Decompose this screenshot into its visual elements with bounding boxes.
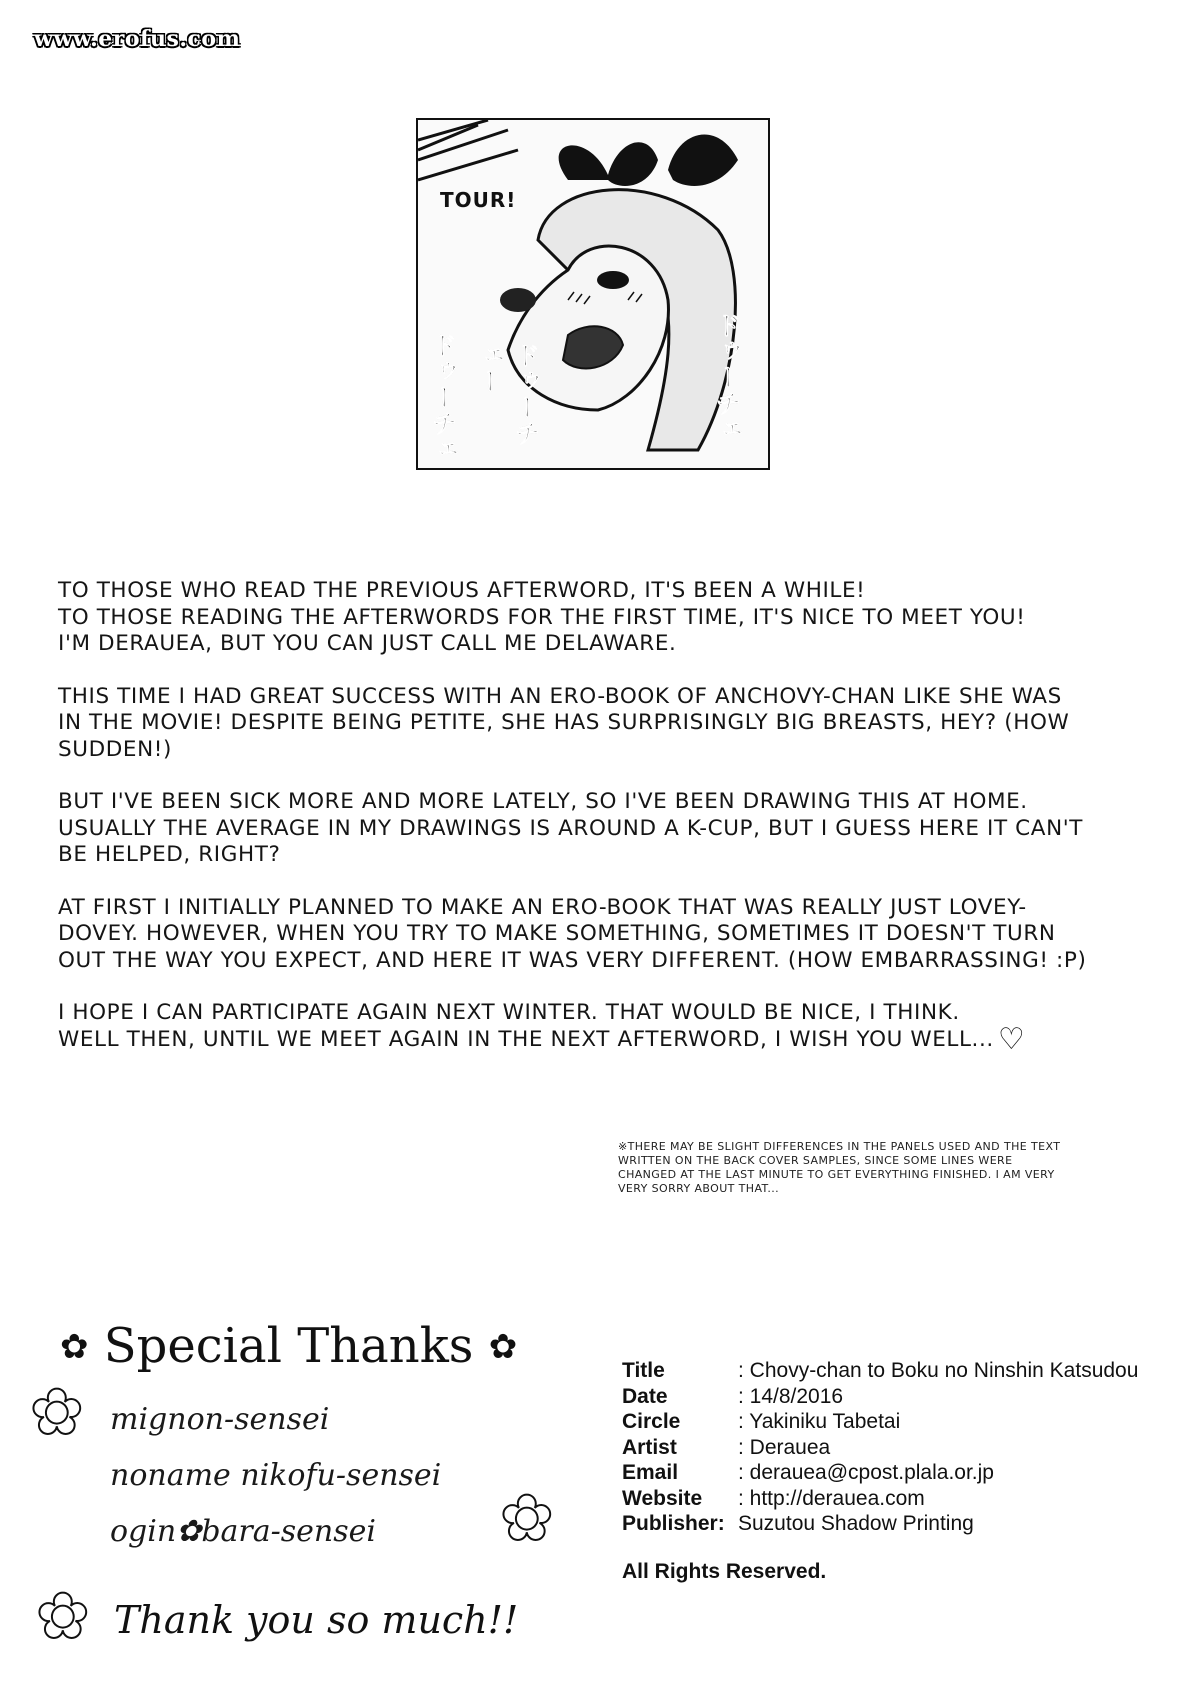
afterword-paragraph: BUT I'VE BEEN SICK MORE AND MORE LATELY, SO I'VE BEEN DRAWING THIS AT HOME. USUALLY THE AVERAGE IN MY DRAWINGS IS AROUND A K-CUP, BUT I GUESS HERE IT CAN'T BE HELPED, RIGHT? xyxy=(58,789,1083,867)
sound-effect: ドゥーチェ xyxy=(711,312,741,442)
flower-icon: ✿ xyxy=(488,1327,518,1367)
colophon-value: : http://derauea.com xyxy=(738,1486,925,1510)
flower-icon: ✿ xyxy=(60,1327,89,1367)
special-thanks-title xyxy=(60,1318,517,1374)
colophon-label: Date xyxy=(622,1384,668,1408)
watermark: www.erofus.com xyxy=(34,26,241,52)
afterword-paragraph: THIS TIME I HAD GREAT SUCCESS WITH AN ERO-BOOK OF ANCHOVY-CHAN LIKE SHE WAS IN THE MOVIE! DESPITE BEING PETITE, SHE HAS SURPRISINGLY BIG BREASTS, HEY? (HOW SUDDEN!) xyxy=(58,683,1070,762)
special-thanks-label: Special Thanks xyxy=(103,1318,474,1374)
colophon-value: : 14/8/2016 xyxy=(738,1384,844,1408)
afterword-closing: I HOPE I CAN PARTICIPATE AGAIN NEXT WINTER. THAT WOULD BE NICE, I THINK. WELL THEN, UNTIL WE MEET AGAIN IN THE NEXT AFTERWORD, I WISH YOU WELL... xyxy=(58,1000,994,1052)
colophon-row xyxy=(622,1384,1138,1410)
thanks-name: noname nikofu-sensei xyxy=(110,1458,442,1493)
thanks-name: mignon-sensei xyxy=(110,1402,330,1437)
afterword-text xyxy=(58,578,1158,1079)
colophon-label: Artist xyxy=(622,1435,677,1459)
thanks-closing: Thank you so much!! xyxy=(114,1598,519,1642)
colophon-row xyxy=(622,1435,1138,1461)
sound-effect: ドゥーチェ xyxy=(427,332,457,462)
colophon xyxy=(622,1358,1138,1537)
colophon-row xyxy=(622,1486,1138,1512)
colophon-row xyxy=(622,1460,1138,1486)
colophon-label: Title xyxy=(622,1359,665,1382)
colophon-value: : Yakiniku Tabetai xyxy=(738,1410,901,1433)
colophon-label: Publisher: xyxy=(622,1512,725,1535)
thanks-name: ogin✿bara-sensei xyxy=(110,1514,376,1549)
colophon-value: Suzutou Shadow Printing xyxy=(738,1512,974,1535)
afterword-paragraph: AT FIRST I INITIALLY PLANNED TO MAKE AN ERO-BOOK THAT WAS REALLY JUST LOVEY- DOVEY. HOWEVER, WHEN YOU TRY TO MAKE SOMETHING, SOMETIMES IT DOESN'T TURN OUT THE WAY YOU EXPECT, AND HERE IT WAS VERY DIFFERENT. (HOW EMBARRASSING! :P) xyxy=(58,894,1087,973)
colophon-value: : Chovy-chan to Boku no Ninshin Katsudou xyxy=(738,1359,1139,1382)
speech-text: TOUR! xyxy=(440,188,517,212)
colophon-row xyxy=(622,1358,1138,1384)
colophon-label: Circle xyxy=(622,1410,681,1433)
afterword-paragraph: TO THOSE WHO READ THE PREVIOUS AFTERWORD, IT'S BEEN A WHILE! TO THOSE READING THE AFTERWORDS FOR THE FIRST TIME, IT'S NICE TO MEET YOU! I'M DERAUEA, BUT YOU CAN JUST CALL ME DELAWARE. xyxy=(58,578,1026,656)
sound-effect: ドゥーチェー xyxy=(473,342,540,446)
flower-icon: ✿ xyxy=(500,1482,554,1554)
footnote: ※THERE MAY BE SLIGHT DIFFERENCES IN THE PANELS USED AND THE TEXT WRITTEN ON THE BACK COVER SAMPLES, SINCE SOME LINES WERE CHANGED AT THE LAST MINUTE TO GET EVERYTHING FINISHED. I AM VERY VERY SORRY ABOUT THAT... xyxy=(618,1140,1061,1195)
afterword-paragraph xyxy=(58,1000,1158,1057)
manga-panel xyxy=(416,118,770,470)
flower-icon: ✿ xyxy=(30,1376,84,1448)
colophon-label: Email xyxy=(622,1461,679,1484)
thanks-list xyxy=(110,1402,441,1570)
colophon-value: : Derauea xyxy=(738,1435,831,1459)
colophon-row xyxy=(622,1409,1138,1435)
flower-icon: ✿ xyxy=(36,1580,90,1652)
rights-notice: All Rights Reserved. xyxy=(622,1560,827,1583)
colophon-value: : derauea@cpost.plala.or.jp xyxy=(738,1461,994,1484)
heart-icon: ♡ xyxy=(997,1021,1026,1057)
colophon-row xyxy=(622,1511,1138,1537)
colophon-label: Website xyxy=(622,1486,703,1510)
